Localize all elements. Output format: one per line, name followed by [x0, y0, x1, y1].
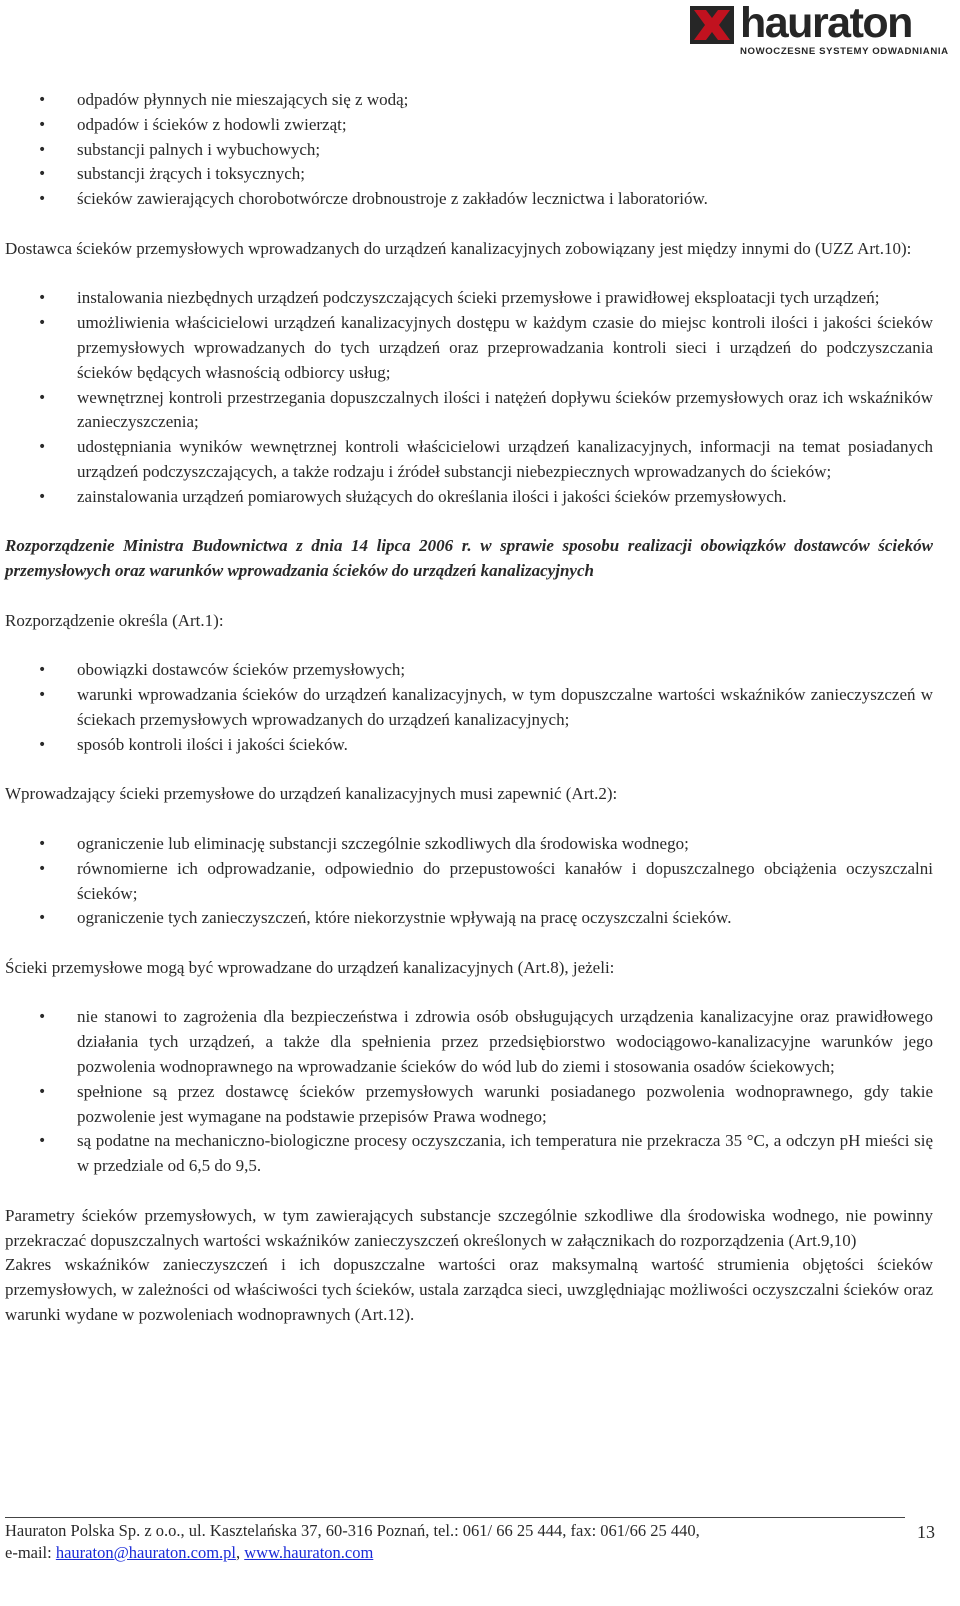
footer-contact	[5, 1542, 373, 1564]
paragraph-discharge-conditions: Ścieki przemysłowe mogą być wprowadzane do urządzeń kanalizacyjnych (Art.8), jeżeli:	[5, 957, 615, 977]
list-item: • sposób kontroli ilości i jakości ścieków.	[5, 733, 933, 758]
page-number: 13	[917, 1522, 935, 1542]
logo-wordmark: hauraton	[740, 0, 912, 47]
list-item: • odpadów płynnych nie mieszających się z wodą;	[5, 88, 933, 113]
footer-divider	[5, 1517, 905, 1518]
paragraph-discharger-duties: Wprowadzający ścieki przemysłowe do urządzeń kanalizacyjnych musi zapewnić (Art.2):	[5, 784, 618, 804]
list-discharger-duties	[5, 832, 933, 931]
hauraton-logo	[690, 0, 949, 58]
list-item: • warunki wprowadzania ścieków do urządzeń kanalizacyjnych, w tym dopuszczalne wartości wskaźników zanieczyszczeń w ściekach przemysłowych wprowadzanych do urządzeń kanalizacyjnych;	[5, 683, 933, 733]
paragraph-supplier-obligations: Dostawca ścieków przemysłowych wprowadzanych do urządzeń kanalizacyjnych zobowiązany jest między innymi do (UZZ Art.10):	[5, 238, 912, 258]
list-item: • wewnętrznej kontroli przestrzegania dopuszczalnych ilości i natężeń dopływu ścieków przemysłowych oraz ich wskaźników zanieczyszczenia;	[5, 386, 933, 436]
email-link[interactable]: hauraton@hauraton.com.pl	[55, 1543, 236, 1562]
website-link[interactable]: www.hauraton.com	[244, 1543, 374, 1562]
list-item: • substancji palnych i wybuchowych;	[5, 138, 933, 163]
list-item: • ograniczenie tych zanieczyszczeń, które niekorzystnie wpływają na pracę oczyszczalni ścieków.	[5, 906, 933, 931]
document-body	[5, 88, 933, 1328]
list-item: • są podatne na mechaniczno-biologiczne procesy oczyszczania, ich temperatura nie przekracza 35 °C, a odczyn pH mieści się w przedziale od 6,5 do 9,5.	[5, 1129, 933, 1179]
list-supplier-obligations	[5, 286, 933, 509]
list-prohibited-substances	[5, 88, 933, 212]
footer-separator: ,	[236, 1543, 245, 1562]
list-item: • zainstalowania urządzeń pomiarowych służących do określania ilości i jakości ścieków przemysłowych.	[5, 485, 933, 510]
list-item: • udostępniania wyników wewnętrznej kontroli właścicielowi urządzeń kanalizacyjnych, informacji na temat posiadanych urządzeń podczyszczających, a także rodzaju i źródeł substancji niebezpiecznych wprowadzanych do ścieków;	[5, 435, 933, 485]
list-item: • spełnione są przez dostawcę ścieków przemysłowych warunki posiadanego pozwolenia wodnoprawnego, gdy takie pozwolenie jest wymagane na podstawie przepisów Prawa wodnego;	[5, 1080, 933, 1130]
list-discharge-conditions	[5, 1005, 933, 1179]
list-regulation-scope	[5, 658, 933, 757]
paragraph-regulation-scope: Rozporządzenie określa (Art.1):	[5, 610, 224, 630]
list-item: • ograniczenie lub eliminację substancji szczególnie szkodliwych dla środowiska wodnego;	[5, 832, 933, 857]
paragraph-parameters: Parametry ścieków przemysłowych, w tym zawierających substancje szczególnie szkodliwe dla środowiska wodnego, nie powinny przekraczać dopuszczalnych wartości wskaźników zanieczyszczeń określonych w załącznikach do rozporządzenia (Art.9,10)	[5, 1205, 933, 1250]
paragraph-indicators-scope: Zakres wskaźników zanieczyszczeń i ich dopuszczalne wartości oraz maksymalną wartość strumienia objętości ścieków przemysłowych, w zależności od właściwości tych ścieków, ustala zarządca sieci, uwzględniając możliwości oczyszczalni ścieków oraz warunki wydane w pozwoleniach wodnoprawnych (Art.12).	[5, 1255, 933, 1325]
list-item: • równomierne ich odprowadzanie, odpowiednio do przepustowości kanałów i dopuszczalnego obciążenia oczyszczalni ścieków;	[5, 857, 933, 907]
list-item: • odpadów i ścieków z hodowli zwierząt;	[5, 113, 933, 138]
list-item: • substancji żrących i toksycznych;	[5, 162, 933, 187]
footer-address: Hauraton Polska Sp. z o.o., ul. Kasztelańska 37, 60-316 Poznań, tel.: 061/ 66 25 444, fax: 061/66 25 440,	[5, 1521, 700, 1540]
list-item: • instalowania niezbędnych urządzeń podczyszczających ścieki przemysłowe i prawidłowej eksploatacji tych urządzeń;	[5, 286, 933, 311]
list-item: • umożliwienia właścicielowi urządzeń kanalizacyjnych dostępu w każdym czasie do miejsc kontroli ilości i jakości ścieków przemysłowych wprowadzanych do tych urządzeń oraz przeprowadzania kontroli sieci i urządzeń do podczyszczania ścieków będących własnością odbiorcy usług;	[5, 311, 933, 385]
footer-email-label: e-mail:	[5, 1543, 56, 1562]
list-item: • ścieków zawierających chorobotwórcze drobnoustroje z zakładów lecznictwa i laboratoriów.	[5, 187, 933, 212]
list-item: • obowiązki dostawców ścieków przemysłowych;	[5, 658, 933, 683]
list-item: • nie stanowi to zagrożenia dla bezpieczeństwa i zdrowia osób obsługujących urządzenia kanalizacyjne oraz prawidłowego działania tych urządzeń, a także dla spełnienia przez przedsiębiorstwo wodociągowo-kanalizacyjne warunków jego pozwolenia wodnoprawnego na wprowadzanie ścieków do wód lub do ziemi i stosowania osadów ściekowych;	[5, 1005, 933, 1079]
hauraton-logo-mark-icon	[690, 6, 734, 44]
logo-tagline: NOWOCZESNE SYSTEMY ODWADNIANIA	[740, 46, 949, 57]
regulation-heading: Rozporządzenie Ministra Budownictwa z dnia 14 lipca 2006 r. w sprawie sposobu realizacji obowiązków dostawców ścieków przemysłowych oraz warunków wprowadzania ścieków do urządzeń kanalizacyjnych	[5, 536, 933, 581]
